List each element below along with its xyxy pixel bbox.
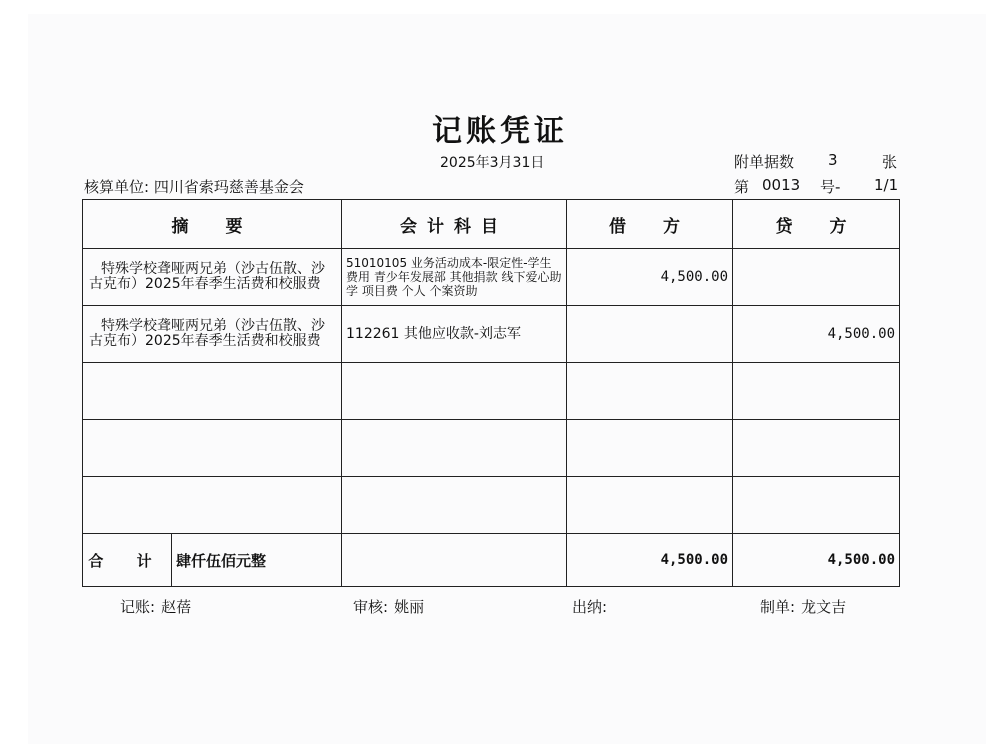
preparer-label: 制单: <box>760 598 796 616</box>
total-debit: 4,500.00 <box>567 534 733 587</box>
accounting-unit <box>84 176 304 197</box>
voucher-table <box>82 199 900 587</box>
header-subject: 会计科目 <box>342 200 567 249</box>
reviewer-name: 姚丽 <box>394 598 425 616</box>
attachment-number: 3 <box>828 151 838 169</box>
table-row <box>83 249 900 306</box>
row-debit <box>567 306 733 363</box>
voucher-title: 记账凭证 <box>432 114 568 149</box>
row-summary: 特殊学校聋哑两兄弟（沙古伍散、沙古克布）2025年春季生活费和校服费 <box>83 249 342 306</box>
table-header <box>83 200 900 249</box>
row-debit <box>567 420 733 477</box>
row-credit: 4,500.00 <box>733 306 900 363</box>
signature-bookkeeper <box>120 596 197 617</box>
header-credit: 贷 方 <box>733 200 900 249</box>
row-credit <box>733 420 900 477</box>
signature-cashier <box>572 596 619 617</box>
row-credit <box>733 363 900 420</box>
voucher-number-value: 0013 <box>762 176 801 194</box>
signature-reviewer <box>353 596 430 617</box>
voucher-date: 2025年3月31日 <box>440 155 545 171</box>
bookkeeper-label: 记账: <box>120 598 156 616</box>
row-summary: 特殊学校聋哑两兄弟（沙古伍散、沙古克布）2025年春季生活费和校服费 <box>83 306 342 363</box>
table-row <box>83 420 900 477</box>
table-row <box>83 363 900 420</box>
accounting-unit-label: 核算单位: <box>84 178 150 196</box>
row-subject: 112261 其他应收款-刘志军 <box>342 306 567 363</box>
row-credit <box>733 477 900 534</box>
row-summary <box>83 420 342 477</box>
voucher-number-suffix: 号- <box>820 178 841 196</box>
total-row <box>83 534 900 587</box>
accounting-unit-name: 四川省索玛慈善基金会 <box>153 178 304 196</box>
signature-preparer <box>760 596 852 617</box>
total-subject-blank <box>342 534 567 587</box>
row-subject <box>342 477 567 534</box>
table-row <box>83 477 900 534</box>
row-debit <box>567 363 733 420</box>
voucher-number-label: 第 <box>734 178 750 196</box>
row-summary <box>83 477 342 534</box>
cashier-label: 出纳: <box>572 598 608 616</box>
preparer-name: 龙文吉 <box>801 598 847 616</box>
row-debit <box>567 477 733 534</box>
row-credit <box>733 249 900 306</box>
attachment-unit: 张 <box>882 153 898 171</box>
table-row <box>83 306 900 363</box>
total-label: 合 计 <box>83 534 172 586</box>
voucher-page: 1/1 <box>874 176 899 194</box>
header-summary: 摘 要 <box>83 200 342 249</box>
reviewer-label: 审核: <box>353 598 389 616</box>
header-debit: 借 方 <box>567 200 733 249</box>
row-subject <box>342 420 567 477</box>
total-amount-in-words: 肆仟伍佰元整 <box>176 551 267 570</box>
row-subject: 51010105 业务活动成本-限定性-学生费用 青少年发展部 其他捐款 线下爱心助学 项目费 个人 个案资助 <box>342 249 567 306</box>
row-summary <box>83 363 342 420</box>
total-credit: 4,500.00 <box>733 534 900 587</box>
bookkeeper-name: 赵蓓 <box>161 598 192 616</box>
attachment-label: 附单据数 <box>734 153 795 171</box>
row-debit: 4,500.00 <box>567 249 733 306</box>
row-subject <box>342 363 567 420</box>
